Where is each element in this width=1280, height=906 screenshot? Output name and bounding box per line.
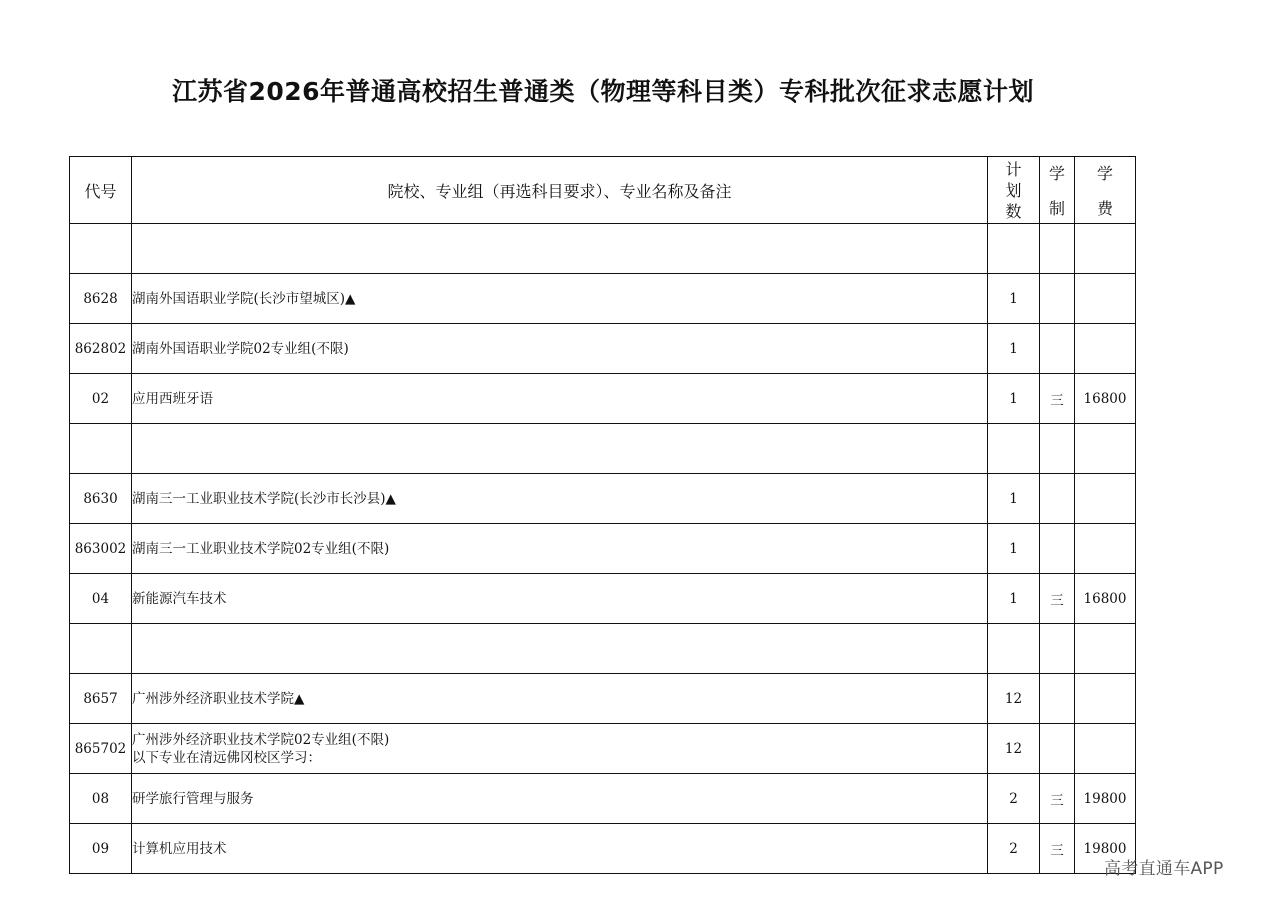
row-code: 04	[70, 574, 132, 624]
row-note: 以下专业在清远佛冈校区学习：	[132, 749, 321, 766]
row-duration: 三	[1040, 574, 1075, 624]
row-fee	[1075, 324, 1136, 374]
row-plan: 12	[988, 674, 1040, 724]
row-name-text: 湖南外国语职业学院02专业组(不限)	[132, 340, 349, 357]
header-code: 代号	[70, 157, 132, 224]
watermark-text: 高考直通车APP	[1104, 859, 1224, 879]
row-plan: 1	[988, 524, 1040, 574]
row-name	[132, 524, 988, 574]
row-plan: 1	[988, 374, 1040, 424]
row-duration	[1040, 674, 1075, 724]
header-plan-char-1: 计	[1005, 159, 1022, 179]
row-plan: 1	[988, 474, 1040, 524]
header-fee-char-1: 学	[1096, 164, 1113, 183]
row-duration	[1040, 524, 1075, 574]
table-row	[70, 724, 1136, 774]
table-row	[70, 774, 1136, 824]
row-duration: 三	[1040, 374, 1075, 424]
row-fee: 16800	[1075, 574, 1136, 624]
table-row	[70, 374, 1136, 424]
row-plan: 1	[988, 324, 1040, 374]
table-row	[70, 274, 1136, 324]
table-row	[70, 824, 1136, 874]
row-code: 863002	[70, 524, 132, 574]
table-row	[70, 324, 1136, 374]
header-duration-char-2: 制	[1048, 199, 1065, 218]
row-name	[132, 474, 988, 524]
row-fee	[1075, 724, 1136, 774]
header-plan	[988, 157, 1040, 224]
row-duration	[1040, 274, 1075, 324]
row-name	[132, 824, 988, 874]
table-row	[70, 224, 1136, 274]
row-plan: 2	[988, 824, 1040, 874]
header-name: 院校、专业组（再选科目要求）、专业名称及备注	[132, 157, 988, 224]
row-fee: 16800	[1075, 374, 1136, 424]
header-fee-char-2: 费	[1096, 199, 1113, 218]
table-row	[70, 624, 1136, 674]
row-name	[132, 624, 988, 674]
row-code: 8628	[70, 274, 132, 324]
row-plan: 1	[988, 274, 1040, 324]
header-duration	[1040, 157, 1075, 224]
row-plan: 2	[988, 774, 1040, 824]
row-duration	[1040, 724, 1075, 774]
row-duration	[1040, 624, 1075, 674]
document-title: 江苏省2026年普通高校招生普通类（物理等科目类）专科批次征求志愿计划	[171, 77, 1035, 106]
row-fee	[1075, 224, 1136, 274]
row-fee: 19800	[1075, 774, 1136, 824]
row-duration: 三	[1040, 824, 1075, 874]
row-name	[132, 274, 988, 324]
row-fee	[1075, 424, 1136, 474]
row-fee	[1075, 274, 1136, 324]
header-plan-char-2: 划	[1005, 180, 1022, 200]
enrollment-plan-table	[69, 156, 1136, 874]
row-name-text: 广州涉外经济职业技术学院02专业组(不限)	[132, 731, 390, 748]
table-row	[70, 424, 1136, 474]
row-code: 08	[70, 774, 132, 824]
header-plan-char-3: 数	[1005, 201, 1022, 221]
row-name	[132, 374, 988, 424]
row-code	[70, 224, 132, 274]
row-code: 8630	[70, 474, 132, 524]
row-duration	[1040, 474, 1075, 524]
table-row	[70, 674, 1136, 724]
row-code: 8657	[70, 674, 132, 724]
header-duration-char-1: 学	[1048, 164, 1065, 183]
table-row	[70, 574, 1136, 624]
row-name	[132, 674, 988, 724]
row-name	[132, 774, 988, 824]
row-name-text: 广州涉外经济职业技术学院▲	[132, 690, 305, 707]
row-plan: 1	[988, 574, 1040, 624]
table-row	[70, 524, 1136, 574]
row-code	[70, 624, 132, 674]
row-name	[132, 224, 988, 274]
table-row	[70, 474, 1136, 524]
row-name-text: 湖南三一工业职业技术学院(长沙市长沙县)▲	[132, 490, 396, 507]
row-name	[132, 574, 988, 624]
row-plan: 12	[988, 724, 1040, 774]
row-duration: 三	[1040, 774, 1075, 824]
row-duration	[1040, 424, 1075, 474]
row-name	[132, 424, 988, 474]
row-fee	[1075, 524, 1136, 574]
row-duration	[1040, 324, 1075, 374]
row-code: 09	[70, 824, 132, 874]
row-fee	[1075, 474, 1136, 524]
row-plan	[988, 424, 1040, 474]
row-name-text: 计算机应用技术	[132, 840, 227, 857]
header-fee	[1075, 157, 1136, 224]
table-header-row	[70, 157, 1136, 224]
row-plan	[988, 224, 1040, 274]
row-name-text: 研学旅行管理与服务	[132, 790, 254, 807]
row-name-text: 新能源汽车技术	[132, 590, 227, 607]
row-name-text: 湖南三一工业职业技术学院02专业组(不限)	[132, 540, 390, 557]
row-name-text: 湖南外国语职业学院(长沙市望城区)▲	[132, 290, 356, 307]
row-name-text: 应用西班牙语	[132, 390, 213, 407]
row-code: 862802	[70, 324, 132, 374]
row-name	[132, 324, 988, 374]
row-plan	[988, 624, 1040, 674]
row-name	[132, 724, 988, 774]
row-fee	[1075, 624, 1136, 674]
row-duration	[1040, 224, 1075, 274]
row-code	[70, 424, 132, 474]
row-code: 02	[70, 374, 132, 424]
row-code: 865702	[70, 724, 132, 774]
row-fee: 19800	[1075, 824, 1136, 874]
row-fee	[1075, 674, 1136, 724]
